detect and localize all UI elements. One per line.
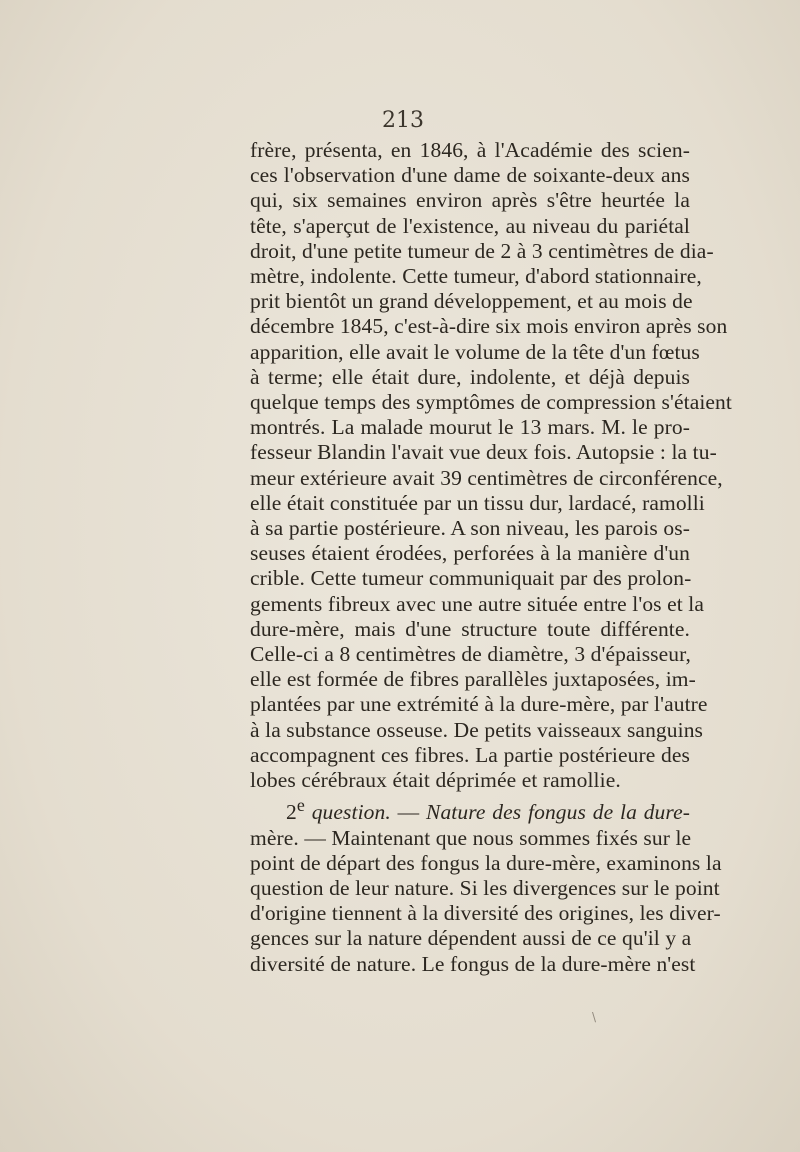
text-line: plantées par une extrémité à la dure-mère, par l'autre [250, 692, 708, 717]
text-line: droit, d'une petite tumeur de 2 à 3 centimètres de dia- [250, 238, 714, 263]
text-line: prit bientôt un grand développement, et au mois de [250, 289, 693, 314]
text-line: à sa partie postérieure. A son niveau, les parois os- [250, 516, 690, 541]
text-line: d'origine tiennent à la diversité des origines, les diver- [250, 901, 721, 926]
section-dash: — [390, 800, 426, 825]
text-line: à terme; elle était dure, indolente, et déjà depuis [250, 364, 690, 389]
text-line: à la substance osseuse. De petits vaisseaux sanguins [250, 717, 704, 742]
text-line: ces l'observation d'une dame de soixante-deux ans [250, 163, 690, 188]
page-number: 213 [382, 108, 424, 133]
section-number: 2 [286, 800, 297, 825]
text-line: mètre, indolente. Cette tumeur, d'abord stationnaire, [250, 264, 702, 289]
text-line: quelque temps des symptômes de compression s'étaient [250, 390, 732, 415]
text-line: gements fibreux avec une autre située entre l'os et la [250, 591, 705, 616]
section-heading [250, 793, 690, 825]
text-line: crible. Cette tumeur communiquait par des prolon- [250, 566, 692, 591]
text-line: question de leur nature. Si les divergences sur le point [250, 876, 720, 901]
text-line: qui, six semaines environ après s'être heurtée la [250, 188, 690, 213]
text-line: dure-mère, mais d'une structure toute différente. [250, 616, 690, 641]
text-line: elle est formée de fibres parallèles juxtaposées, im- [250, 667, 696, 692]
text-line: meur extérieure avait 39 centimètres de circonférence, [250, 465, 723, 490]
text-line: gences sur la nature dépendent aussi de ce qu'il y a [250, 926, 692, 951]
text-line: décembre 1845, c'est-à-dire six mois environ après son [250, 314, 728, 339]
section-label: question. [311, 800, 391, 825]
text-line: montrés. La malade mourut le 13 mars. M. le pro- [250, 415, 690, 440]
text-line: tête, s'aperçut de l'existence, au niveau du pariétal [250, 213, 690, 238]
section-title: Nature des fongus de la dure- [426, 800, 690, 825]
text-line: diversité de nature. Le fongus de la dure-mère n'est [250, 951, 696, 976]
text-line: accompagnent ces fibres. La partie postérieure des [250, 742, 690, 767]
text-line: Celle-ci a 8 centimètres de diamètre, 3 d'épaisseur, [250, 642, 692, 667]
text-line: point de départ des fongus la dure-mère, examinons la [250, 850, 722, 875]
text-line: apparition, elle avait le volume de la tête d'un fœtus [250, 339, 700, 364]
text-line: mère. — Maintenant que nous sommes fixés sur le [250, 825, 692, 850]
text-line: fesseur Blandin l'avait vue deux fois. Autopsie : la tu- [250, 440, 717, 465]
text-line: frère, présenta, en 1846, à l'Académie des scien- [250, 138, 690, 162]
text-line: elle était constituée par un tissu dur, lardacé, ramolli [250, 490, 705, 515]
section-number-sup: e [296, 795, 305, 816]
paper-speck: \ [592, 1010, 597, 1024]
body-text [250, 138, 732, 977]
text-line: lobes cérébraux était déprimée et ramollie. [250, 768, 621, 793]
text-line: seuses étaient érodées, perforées à la manière d'un [250, 541, 690, 566]
